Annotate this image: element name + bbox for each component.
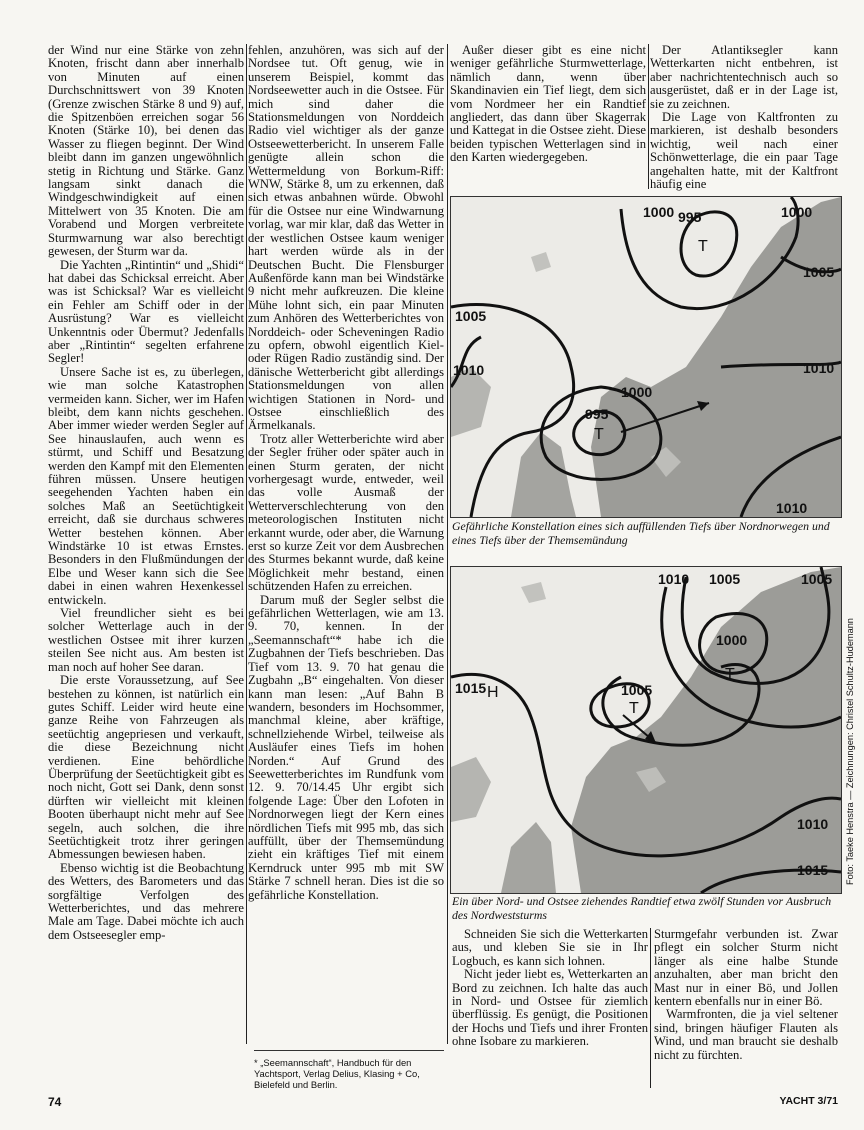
isobar-label: 995 bbox=[585, 406, 609, 422]
paragraph: Ebenso wichtig ist die Beobachtung des Wetters, des Barometers und das sorgfältige Verfolgen des Wetterberichtes, und das mehrere Male am Tage. Dabei möchte ich auch dem Ostseesegler emp- bbox=[48, 860, 244, 942]
weather-map-1 bbox=[450, 196, 842, 518]
paragraph: Außer dieser gibt es eine nicht weniger gefährliche Sturmwetterlage, nämlich dann, wenn über Skandinavien ein Tief liegt, dem sich vom Nordmeer her ein Randtief angliedert, das dann über Skagerrak und Kattegat in die Ostsee zieht. Diese beiden typischen Wetterlagen sind in den Karten wiedergegeben. bbox=[450, 43, 646, 165]
isobar-label: 1000 bbox=[716, 632, 748, 648]
isobar-label: 1015 bbox=[455, 680, 487, 696]
paragraph: Die Lage von Kaltfronten zu markieren, ist deshalb besonders wichtig, weil nach einer Schönwetterlage, die ein paar Tage angehalten hatte, mit der Kaltfront häufig eine bbox=[650, 110, 838, 192]
paragraph: fehlen, anzuhören, was sich auf der Nordsee tut. Oft genug, wie in unserem Beispiel, kommt das Nordseewetter auch in die Ostsee. Für mich sind daher die Stationsmeldungen von Norddeich Radio viel wichtiger als der ganze Ostseewetterbericht. In unserem Falle genügte allein schon die Wettermeldung von Borkum-Riff: WNW, Stärke 8, um zu erkennen, daß sich etwas anbahnen würde. Obwohl für die Ostsee nur eine Windwarnung vorlag, war mir klar, daß das Wetter in der westlichen Ostsee kaum weniger hart werden würde als in der Deutschen Bucht. Die Flensburger Außenförde kann man bei Windstärke 9 nicht mehr aufkreuzen. Die kleine Mühe lohnt sich, ein paar Minuten zum Anhören des Wetterberichtes von Norddeich- oder Scheveningen Radio zu opfern, obwohl eigentlich Kiel- oder Rügen Radio zuständig sind. Der dänische Wetterbericht gibt allerdings Stationsmeldungen von allen wichtigen Stationen in Nord- und Ostsee einschließlich des Ärmelkanals. bbox=[248, 43, 444, 433]
isobar-label: 1000 bbox=[643, 204, 675, 220]
isobar-label: 1000 bbox=[781, 204, 813, 220]
text-column-4 bbox=[650, 44, 838, 191]
isobar-label: 1010 bbox=[797, 816, 829, 832]
text-column-5 bbox=[452, 928, 648, 1049]
paragraph: Trotz aller Wetterberichte wird aber der Segler früher oder später auch in einen Sturm geraten, der nicht vorhergesagt wurde, entweder, weil das volle Ausmaß der Wetterverschlechterung von den meteorologischen Instituten nicht erkannt wurde, oder aber, die Warnung erst so kurze Zeit vor dem Ausbrechen des Sturmes bekannt wurde, daß keine Möglichkeit mehr bestand, einen schützenden Hafen zu erreichen. bbox=[248, 431, 444, 594]
isobar-label: 1010 bbox=[453, 362, 485, 378]
paragraph: Die Yachten „Rintintin“ und „Shidi“ hat dabei das Schicksal erreicht. Aber was ist Schicksal? War es vielleicht ein Fehler am Schiff oder in der Ausrüstung? War es vielleicht Unkenntnis oder Übermut? Jedenfalls aber „Rintintin“ segelten erfahrene Segler! bbox=[48, 257, 244, 366]
isobar-label: 995 bbox=[678, 209, 702, 225]
paragraph: Warmfronten, die ja viel seltener sind, bringen häufiger Flauten als Wind, und man braucht sie deshalb nicht zu fürchten. bbox=[654, 1007, 838, 1062]
paragraph: Schneiden Sie sich die Wetterkarten aus, und kleben Sie sie in Ihr Logbuch, es kann sich lohnen. bbox=[452, 927, 648, 968]
column-divider bbox=[447, 44, 448, 1044]
paragraph: Der Atlantiksegler kann Wetterkarten nicht entbehren, ist aber nachrichtentechnisch auch so ausgerüstet, daß er in der Lage ist, sie zu zeichnen. bbox=[650, 43, 838, 111]
text-column-3 bbox=[450, 44, 646, 165]
isobar-label: 1005 bbox=[709, 571, 741, 587]
map-1-caption: Gefährliche Konstellation eines sich auffüllenden Tiefs über Nordnorwegen und eines Tiefs über der Themsemündung bbox=[452, 519, 830, 547]
low-pressure-marker: T bbox=[629, 700, 639, 717]
paragraph: Die erste Voraussetzung, auf See bestehen zu können, ist natürlich ein gutes Schiff. Leider wird heute eine ganze Reihe von Fahrzeugen als seetüchtig angepriesen und verkauft, die diese Bezeichnung nicht verdienen. Eine behördliche Überprüfung der Seetüchtigkeit gibt es noch nicht, Gott sei Dank, denn sonst dürften wir vielleicht mit kleinen Booten überhaupt nicht mehr auf See segeln, auch solchen, die ihre Seetüchtigkeit trotz ihrer geringen Abmessungen bewiesen haben. bbox=[48, 673, 244, 862]
column-divider bbox=[648, 44, 649, 189]
paragraph: Sturmgefahr verbunden ist. Zwar pflegt ein solcher Sturm nicht länger als eine halbe Stunde anzuhalten, aber man bricht den Mast nur in einer Bö, und Jollen kentern ebenfalls nur in einer Bö. bbox=[654, 927, 838, 1009]
low-pressure-marker: T bbox=[698, 238, 708, 255]
isobar-label: 1005 bbox=[621, 682, 653, 698]
low-pressure-marker: T bbox=[725, 666, 735, 683]
isobar-label: 1005 bbox=[803, 264, 835, 280]
text-column-2 bbox=[248, 44, 444, 902]
magazine-issue: YACHT 3/71 bbox=[779, 1095, 838, 1107]
text-column-6 bbox=[654, 928, 838, 1062]
paragraph: Darum muß der Segler selbst die gefährlichen Wetterlagen, wie am 13. 9. 70, kennen. In der „Seemannschaft“* habe ich die Zugbahnen der Tiefs beschrieben. Das Tief vom 13. 9. 70 hat genau die Zugbahn „B“ eingehalten. Von dieser kann man lesen: „Auf Bahn B wandern, besonders im Hochsommer, manchmal kleine, aber kräftige, schnellziehende Wirbel, teilweise als Ausläufer eines Tiefs im hohen Norden.“ Auf Grund des Seewetterberichtes im Rundfunk vom 12. 9. 70/14.45 Uhr ergibt sich folgende Lage: Über den Lofoten in Nordnorwegen liegt der Kern eines nördlichen Tiefs mit 995 mb, das sich auffüllt, über der Themsemündung zieht ein kräftiges Tief mit einem Kerndruck unter 995 mb mit SW Stärke 7 schnell heran. Dies ist die so gefährliche Konstellation. bbox=[248, 592, 444, 902]
isobar-label: 1005 bbox=[455, 308, 487, 324]
page-number: 74 bbox=[48, 1095, 62, 1109]
paragraph: Nicht jeder liebt es, Wetterkarten an Bord zu zeichnen. Ich halte das auch in Nord- und Ostsee für ziemlich überflüssig. Es genügt, die Positionen der Hochs und Tiefs und ihrer Fronten ohne Isobare zu markieren. bbox=[452, 967, 648, 1049]
column-divider bbox=[650, 928, 651, 1088]
high-pressure-marker: H bbox=[487, 684, 499, 701]
paragraph: Viel freundlicher sieht es bei solcher Wetterlage auch in der westlichen Ostsee mit ihrer kurzen steilen See nicht aus. Am besten ist man noch auf hoher See daran. bbox=[48, 606, 244, 674]
footnote: * „Seemannschaft“, Handbuch für den Yachtsport, Verlag Delius, Klasing + Co, Bielefeld und Berlin. bbox=[254, 1050, 444, 1090]
isobar-label: 1015 bbox=[797, 862, 829, 878]
text-column-1 bbox=[48, 44, 244, 942]
isobar-label: 1000 bbox=[621, 384, 653, 400]
paragraph: der Wind nur eine Stärke von zehn Knoten, frischt dann aber innerhalb von Minuten auf einen Durchschnittswert von 39 Knoten (Grenze zwischen Stärke 8 und 9) auf, die Spitzenböen erreichen sogar 56 Knoten (Stärke 10), bei denen das Wasser zu fliegen beginnt. Der Wind bleibt dann im ganzen ungewöhnlich stetig in Richtung und Stärke. Ganz langsam sinkt danach die Windgeschwindigkeit auf einen Mittelwert von 35 Knoten. Die am Vorabend und Morgen verbreitete Sturmwarnung war also berechtigt gewesen, der Sturm war da. bbox=[48, 43, 244, 259]
low-pressure-marker: T bbox=[594, 426, 604, 443]
isobar-label: 1005 bbox=[801, 571, 833, 587]
isobar-label: 1010 bbox=[803, 360, 835, 376]
paragraph: Unsere Sache ist es, zu überlegen, wie man solche Katastrophen vermeiden kann. Sicher, wer im Hafen bleibt, dem kann nichts geschehen. Aber immer wieder werden Segler auf See hinauslaufen, auch wenn es stürmt, und Schiff und Besatzung werden den Kampf mit den Elementen führen müssen. Unsere heutigen seegehenden Yachten haben ein solches Maß an Seetüchtigkeit erreicht, daß sie durchaus schweres Wetter bestehen können. Aber Windstärke 10 ist etwas Ernstes. Besonders in den Flußmündungen der Elbe und Weser kann sich die See dabei in einen wahren Hexenkessel entwickeln. bbox=[48, 364, 244, 607]
isobar-label: 1010 bbox=[658, 571, 690, 587]
map-2-caption: Ein über Nord- und Ostsee ziehendes Randtief etwa zwölf Stunden vor Ausbruch des Nordweststurms bbox=[452, 894, 832, 922]
isobar-label: 1010 bbox=[776, 500, 808, 516]
weather-map-2 bbox=[450, 566, 842, 894]
column-divider bbox=[246, 44, 247, 1044]
photo-credit: Foto: Taeke Henstra — Zeichnungen: Christel Schultz-Hudemann bbox=[845, 618, 855, 885]
